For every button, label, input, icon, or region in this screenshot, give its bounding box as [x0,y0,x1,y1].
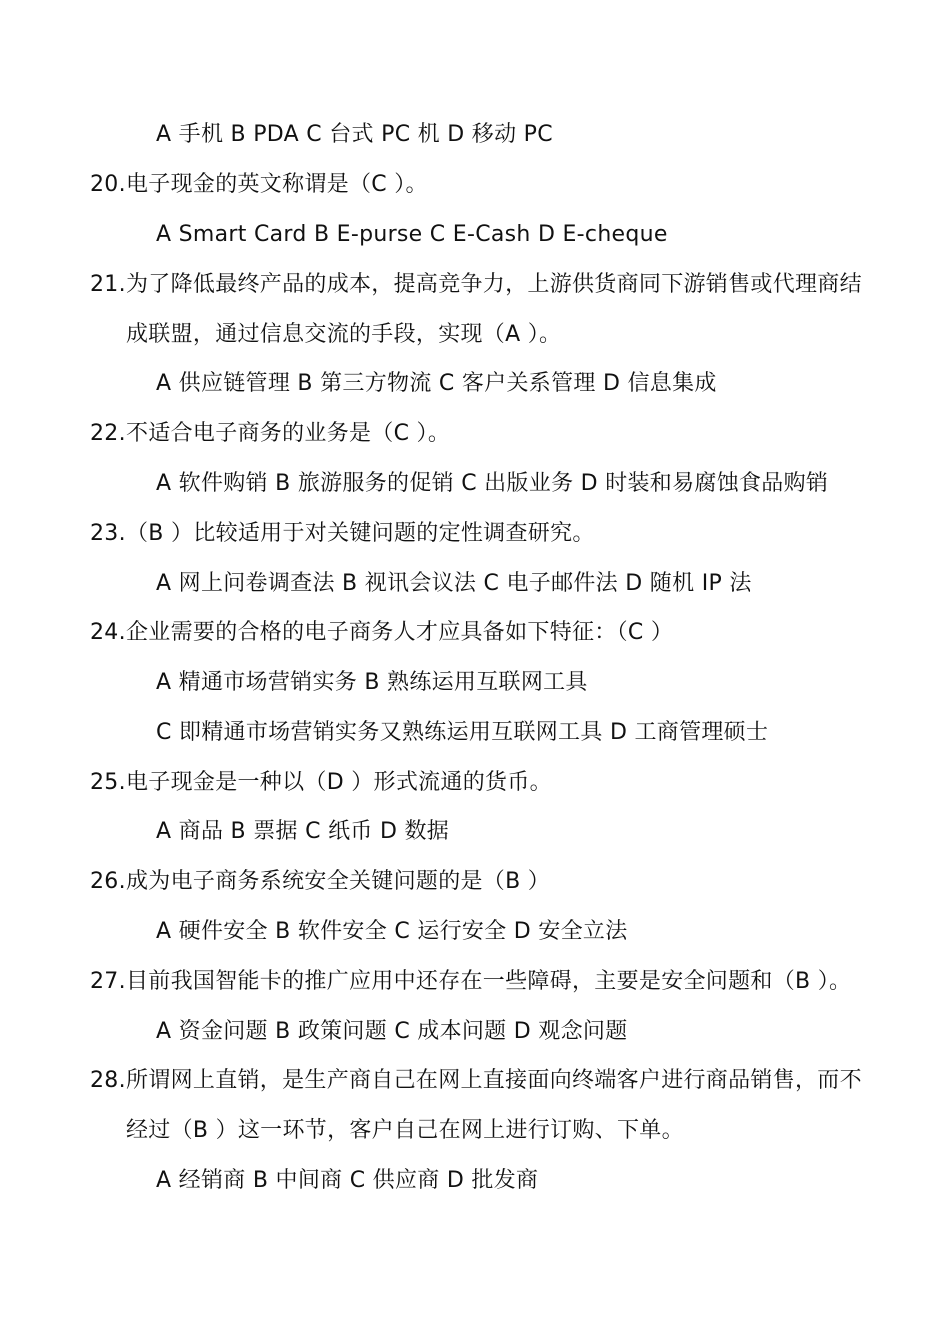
question-number: 26. [90,869,126,894]
question-text: （B ）比较适用于对关键问题的定性调查研究。 [126,521,595,546]
question-21 [90,270,862,300]
question-20 [90,170,428,200]
question-number: 25. [90,770,126,795]
option-line: A 资金问题 B 政策问题 C 成本问题 D 观念问题 [156,1019,628,1044]
question-text: 目前我国智能卡的推广应用中还存在一些障碍，主要是安全问题和（B ）。 [126,969,852,994]
question-23 [90,519,595,549]
question-text: 电子现金是一种以（D ）形式流通的货币。 [126,770,552,795]
question-24 [90,618,673,648]
question-number: 27. [90,969,126,994]
question-number: 22. [90,421,126,446]
option-line: A 手机 B PDA C 台式 PC 机 D 移动 PC [156,122,553,147]
question-text: 不适合电子商务的业务是（C ）。 [126,421,451,446]
question-continuation: 经过（B ）这一环节，客户自己在网上进行订购、下单。 [126,1118,684,1143]
question-number: 23. [90,521,126,546]
option-line: A 精通市场营销实务 B 熟练运用互联网工具 [156,670,588,695]
question-continuation: 成联盟，通过信息交流的手段，实现（A ）。 [126,322,562,347]
option-line: A 商品 B 票据 C 纸币 D 数据 [156,819,450,844]
option-line: A Smart Card B E-purse C E-Cash D E-cheque [156,222,668,247]
option-line: C 即精通市场营销实务又熟练运用互联网工具 D 工商管理硕士 [156,720,769,745]
option-line: A 硬件安全 B 软件安全 C 运行安全 D 安全立法 [156,919,628,944]
option-line: A 经销商 B 中间商 C 供应商 D 批发商 [156,1168,539,1193]
question-27 [90,967,851,997]
question-text: 企业需要的合格的电子商务人才应具备如下特征：（C ） [126,620,674,645]
question-22 [90,419,450,449]
question-26 [90,867,550,897]
question-number: 28. [90,1068,126,1093]
question-number: 21. [90,272,126,297]
question-25 [90,768,552,798]
question-text: 成为电子商务系统安全关键问题的是（B ） [126,869,551,894]
question-number: 20. [90,172,126,197]
question-text: 为了降低最终产品的成本，提高竞争力，上游供货商同下游销售或代理商结 [126,272,862,297]
question-text: 电子现金的英文称谓是（C ）。 [126,172,428,197]
question-number: 24. [90,620,126,645]
option-line: A 供应链管理 B 第三方物流 C 客户关系管理 D 信息集成 [156,371,717,396]
option-line: A 软件购销 B 旅游服务的促销 C 出版业务 D 时装和易腐蚀食品购销 [156,471,829,496]
option-line: A 网上问卷调查法 B 视讯会议法 C 电子邮件法 D 随机 IP 法 [156,571,752,596]
question-text: 所谓网上直销，是生产商自己在网上直接面向终端客户进行商品销售，而不 [126,1068,862,1093]
question-28 [90,1066,862,1096]
